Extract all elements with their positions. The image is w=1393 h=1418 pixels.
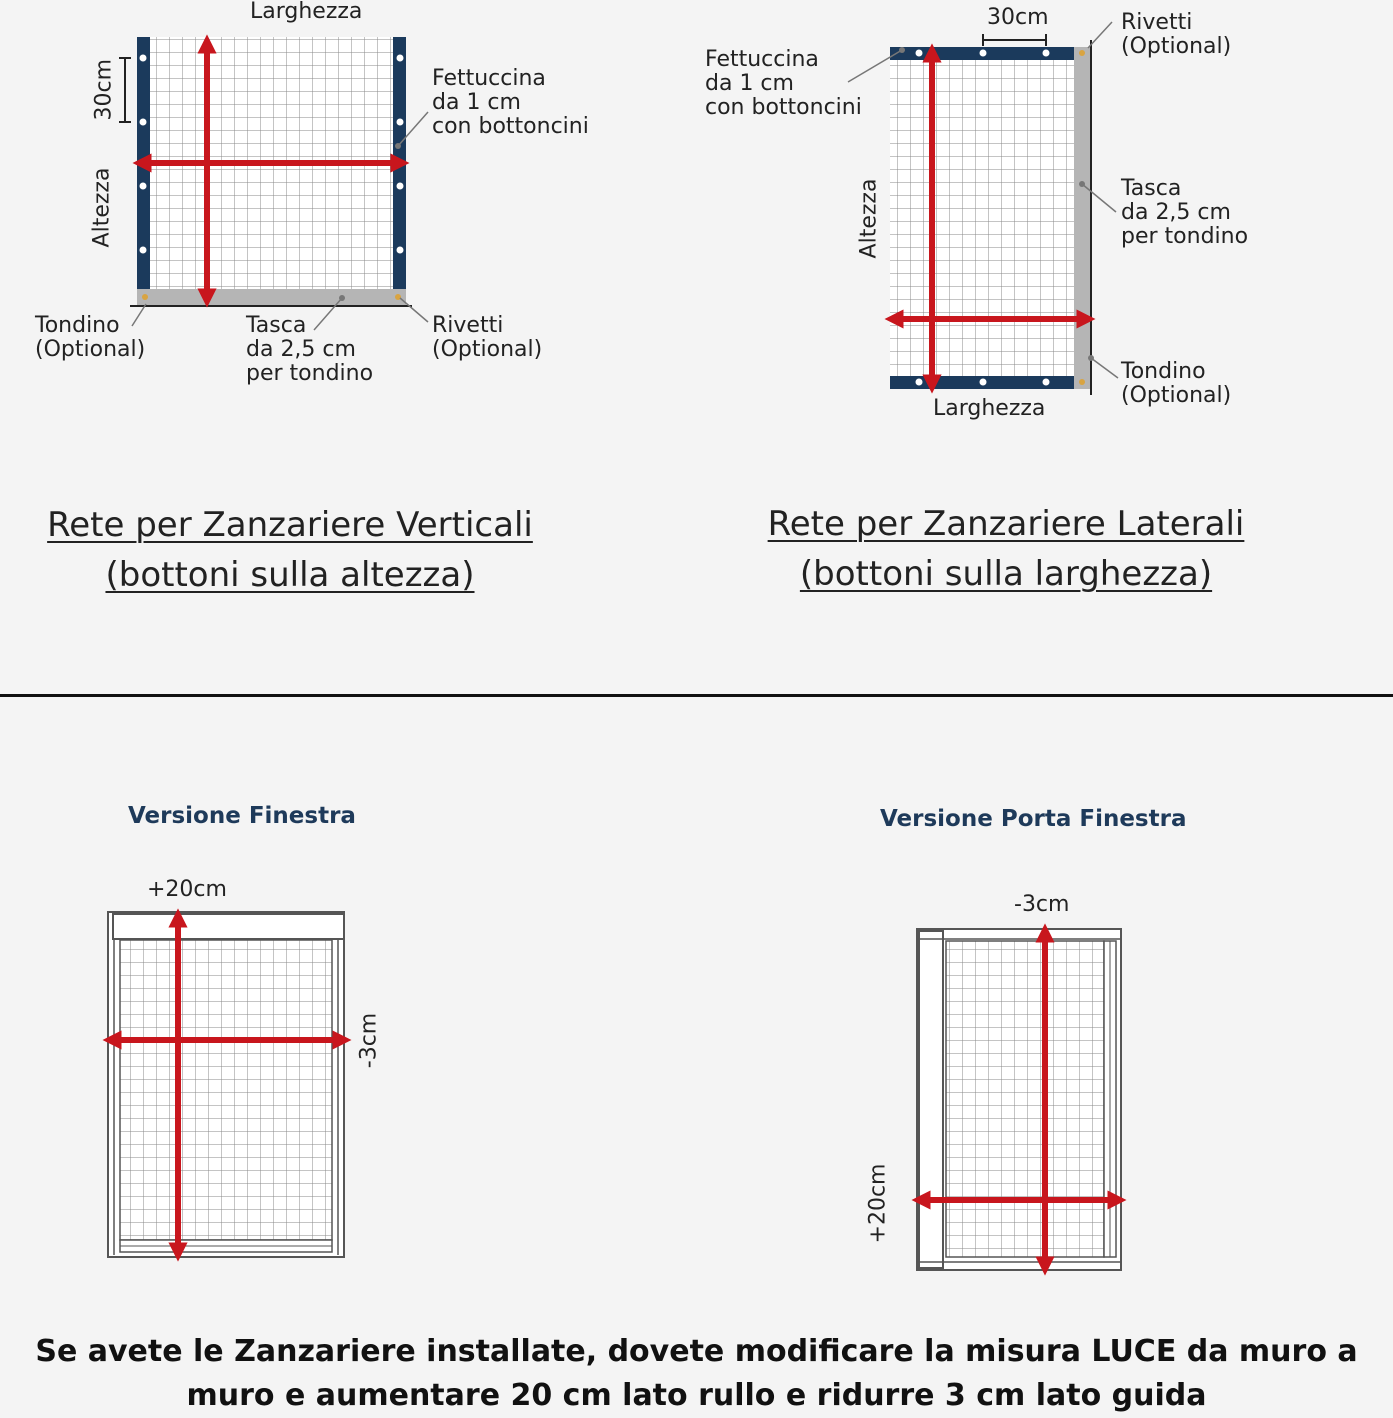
lateral-rivets-label: Rivetti (Optional) [1121, 10, 1232, 59]
door-roller-box [919, 931, 943, 1268]
section-divider [0, 694, 1393, 697]
vertical-caption-line1: Rete per Zanzariere Verticali [47, 505, 533, 545]
window-side-label: -3cm [356, 1012, 382, 1069]
vertical-caption-line2: (bottoni sulla altezza) [105, 555, 475, 595]
vertical-spacing-label: 30cm [91, 58, 117, 121]
window-roller-box [113, 914, 344, 939]
window-mesh [120, 940, 332, 1240]
bottom-note-line1: Se avete le Zanzariere installate, dovete modificare la misura LUCE da muro a [35, 1334, 1358, 1369]
lateral-caption [736, 499, 1276, 599]
door-top-label: -3cm [1014, 892, 1070, 917]
vertical-net-diagram [119, 37, 428, 330]
lateral-rod-pocket [1074, 47, 1091, 389]
bottom-note-line2: muro e aumentare 20 cm lato rullo e ridurre 3 cm lato guida [186, 1378, 1207, 1413]
door-version-diagram [917, 929, 1121, 1270]
window-version-title: Versione Finestra [128, 803, 356, 829]
vertical-tape-label: Fettuccina da 1 cm con bottoncini [432, 66, 589, 139]
vertical-pocket-label: Tasca da 2,5 cm per tondino [246, 313, 374, 386]
lateral-net-mesh [890, 60, 1074, 376]
lateral-rod-label: Tondino (Optional) [1121, 359, 1232, 408]
window-top-label: +20cm [147, 877, 227, 902]
lateral-width-label: Larghezza [933, 396, 1046, 421]
lateral-height-label: Altezza [856, 178, 882, 259]
vertical-height-label: Altezza [89, 167, 115, 248]
vertical-rod-end [142, 294, 148, 300]
door-mesh [946, 941, 1104, 1257]
lateral-net-diagram [848, 22, 1118, 395]
vertical-spacing-bracket [119, 58, 131, 122]
lateral-spacing-label: 30cm [987, 5, 1049, 30]
window-version-diagram [108, 912, 344, 1257]
lateral-rod-end [1079, 379, 1085, 385]
vertical-rod-label: Tondino (Optional) [35, 313, 146, 362]
vertical-rivet [395, 294, 401, 300]
lateral-spacing-bracket [983, 34, 1046, 46]
door-version-title: Versione Porta Finestra [880, 806, 1187, 832]
lateral-caption-line2: (bottoni sulla larghezza) [799, 554, 1213, 594]
bottom-note [0, 1330, 1393, 1418]
lateral-caption-line1: Rete per Zanzariere Laterali [767, 504, 1245, 544]
vertical-rod-pocket [137, 289, 406, 306]
door-side-label: +20cm [865, 1163, 891, 1244]
lateral-tape-label: Fettuccina da 1 cm con bottoncini [705, 47, 862, 120]
lateral-rivet [1079, 50, 1085, 56]
vertical-rivets-label: Rivetti (Optional) [432, 313, 543, 362]
vertical-width-label: Larghezza [250, 0, 363, 24]
vertical-caption [20, 500, 560, 600]
lateral-pocket-label: Tasca da 2,5 cm per tondino [1121, 176, 1249, 249]
